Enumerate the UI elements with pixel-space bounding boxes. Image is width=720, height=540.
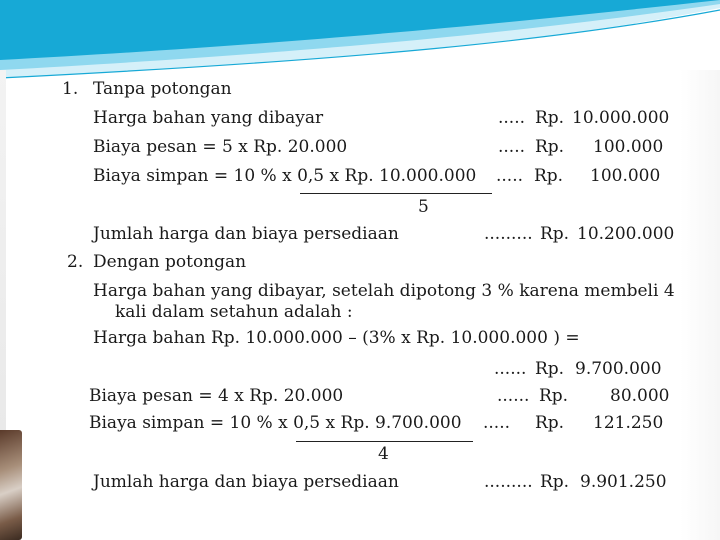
s1-row1-dots: ..... <box>498 108 526 128</box>
s1-row2-amount: 100.000 <box>593 137 664 157</box>
header-swoosh-decoration <box>0 0 720 90</box>
s2-fraction-line <box>296 441 473 442</box>
s2-row2-denominator: 4 <box>378 444 389 464</box>
s2-total-currency: Rp. <box>540 472 570 492</box>
s2-calc-dots: ...... <box>494 359 527 379</box>
s1-row1-label: Harga bahan yang dibayar <box>93 108 324 128</box>
s1-row3-currency: Rp. <box>534 166 564 186</box>
right-border-strip <box>680 70 720 540</box>
s2-row2-label: Biaya simpan = 10 % x 0,5 x Rp. 9.700.000 <box>89 413 462 433</box>
s1-total-amount: 10.200.000 <box>577 224 675 244</box>
s2-total-amount: 9.901.250 <box>580 472 667 492</box>
s2-row2-dots: ..... <box>483 413 511 433</box>
s2-total-label: Jumlah harga dan biaya persediaan <box>93 472 399 492</box>
s1-row2-currency: Rp. <box>535 137 565 157</box>
s2-desc-line1: Harga bahan yang dibayar, setelah dipotong 3 % karena membeli 4 <box>93 281 675 301</box>
s1-row3-label: Biaya simpan = 10 % x 0,5 x Rp. 10.000.000 <box>93 166 477 186</box>
s2-desc-line2: kali dalam setahun adalah : <box>115 302 353 322</box>
s1-row2-dots: ..... <box>498 137 526 157</box>
s1-row2-label: Biaya pesan = 5 x Rp. 20.000 <box>93 137 348 157</box>
s1-row3-amount: 100.000 <box>590 166 661 186</box>
s1-row3-denominator: 5 <box>418 197 429 217</box>
section1-number: 1. <box>62 79 79 99</box>
s2-calc-amount: 9.700.000 <box>575 359 662 379</box>
section2-title: Dengan potongan <box>93 252 247 272</box>
section2-number: 2. <box>67 252 84 272</box>
s1-row3-dots: ..... <box>496 166 524 186</box>
s1-row1-amount: 10.000.000 <box>572 108 670 128</box>
s1-total-label: Jumlah harga dan biaya persediaan <box>93 224 399 244</box>
s1-fraction-line <box>300 193 492 194</box>
decorative-image <box>0 430 22 540</box>
s1-row1-currency: Rp. <box>535 108 565 128</box>
s2-row2-amount: 121.250 <box>593 413 664 433</box>
s2-row1-amount: 80.000 <box>610 386 670 406</box>
s2-calc-line: Harga bahan Rp. 10.000.000 – (3% x Rp. 10.000.000 ) = <box>93 328 580 348</box>
s2-row1-dots: ...... <box>497 386 530 406</box>
section1-title: Tanpa potongan <box>93 79 232 99</box>
s2-row2-currency: Rp. <box>535 413 565 433</box>
s2-calc-currency: Rp. <box>535 359 565 379</box>
s2-row1-label: Biaya pesan = 4 x Rp. 20.000 <box>89 386 344 406</box>
s2-row1-currency: Rp. <box>539 386 569 406</box>
s2-total-dots: ......... <box>484 472 533 492</box>
s1-total-dots: ......... <box>484 224 533 244</box>
s1-total-currency: Rp. <box>540 224 570 244</box>
